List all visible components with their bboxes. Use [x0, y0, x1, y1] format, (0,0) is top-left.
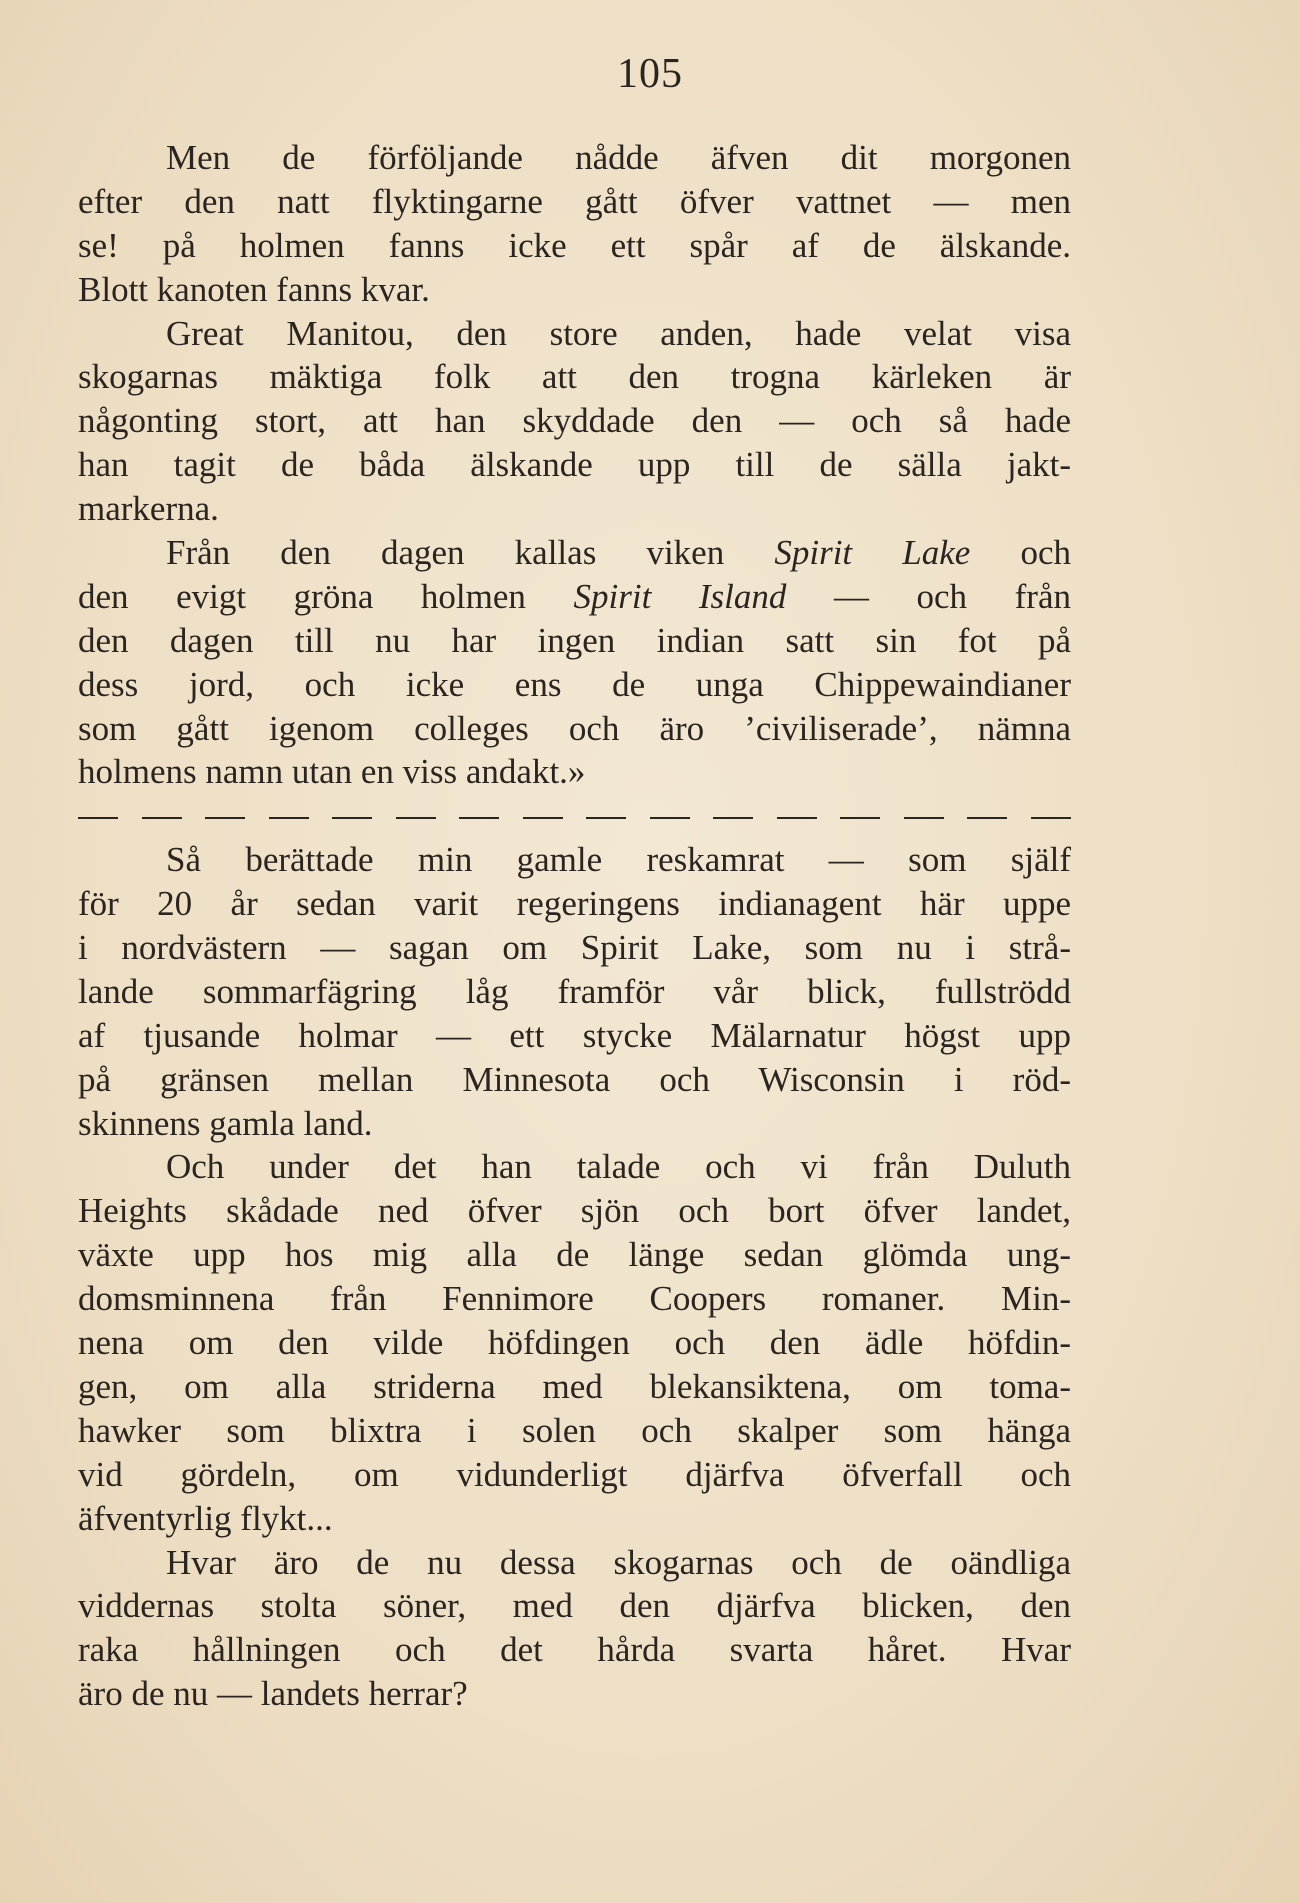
text-line: raka hållningen och det hårda svarta håret. Hvar — [78, 1630, 1071, 1670]
paragraph — [78, 1541, 1071, 1717]
text-line: Men de förföljande nådde äfven dit morgonen — [166, 138, 1071, 177]
text-line: holmens namn utan en viss andakt.» — [78, 752, 586, 792]
text-line: markerna. — [78, 489, 219, 529]
italic-place-name: Spirit Island — [573, 576, 787, 616]
text-line: Heights skådade ned öfver sjön och bort öfver landet, — [78, 1191, 1071, 1231]
section-divider — [78, 794, 1071, 838]
text-line: efter den natt flyktingarne gått öfver vattnet — men — [78, 181, 1071, 221]
text-line: Hvar äro de nu dessa skogarnas och de oändliga — [166, 1542, 1071, 1582]
text-line: hawker som blixtra i solen och skalper som hänga — [78, 1410, 1071, 1450]
paragraph — [78, 838, 1071, 1145]
text-line: i nordvästern — sagan om Spirit Lake, som nu i strå- — [78, 928, 1071, 968]
page-text — [78, 136, 1071, 1716]
text-line: på gränsen mellan Minnesota och Wisconsin i röd- — [78, 1059, 1071, 1099]
text-line: se! på holmen fanns icke ett spår af de älskande. — [78, 225, 1071, 265]
italic-place-name: Spirit Lake — [774, 533, 971, 573]
text-line: skogarnas mäktiga folk att den trogna kärleken är — [78, 357, 1071, 397]
paragraph — [78, 136, 1071, 312]
text-line: äro de nu — landets herrar? — [78, 1674, 468, 1714]
text-line: dess jord, och icke ens de unga Chippewaindianer — [78, 664, 1071, 704]
text-line: lande sommarfägring låg framför vår blick, fullströdd — [78, 971, 1071, 1011]
text-line: nena om den vilde höfdingen och den ädle höfdin- — [78, 1323, 1071, 1363]
text-line: den evigt gröna holmen Spirit Island — och från — [78, 576, 1071, 616]
text-line: vid gördeln, om vidunderligt djärfva öfverfall och — [78, 1454, 1071, 1494]
paragraph — [78, 531, 1071, 794]
paragraph — [78, 312, 1071, 531]
text-line: Och under det han talade och vi från Duluth — [166, 1147, 1071, 1187]
text-line: af tjusande holmar — ett stycke Mälarnatur högst upp — [78, 1015, 1071, 1055]
text-line: gen, om alla striderna med blekansiktena, om toma- — [78, 1366, 1071, 1406]
text-line: domsminnena från Fennimore Coopers romaner. Min- — [78, 1279, 1071, 1319]
text-line: Blott kanoten fanns kvar. — [78, 269, 430, 309]
text-line: Från den dagen kallas viken Spirit Lake och — [166, 533, 1072, 573]
text-line: viddernas stolta söner, med den djärfva blicken, den — [78, 1586, 1071, 1626]
page-number: 105 — [617, 51, 683, 97]
text-line: som gått igenom colleges och äro ’civiliserade’, nämna — [78, 708, 1071, 748]
text-line: skinnens gamla land. — [78, 1103, 373, 1143]
text-line: den dagen till nu har ingen indian satt sin fot på — [78, 620, 1071, 660]
text-line: Så berättade min gamle reskamrat — som själf — [166, 840, 1071, 880]
text-line: någonting stort, att han skyddade den — och så hade — [78, 401, 1071, 441]
text-line: äfventyrlig flykt... — [78, 1498, 333, 1538]
text-line: växte upp hos mig alla de länge sedan glömda ung- — [78, 1235, 1071, 1275]
text-line: Great Manitou, den store anden, hade velat visa — [166, 313, 1071, 353]
text-line: han tagit de båda älskande upp till de sälla jakt- — [78, 445, 1071, 485]
paragraph — [78, 1145, 1071, 1540]
text-line: för 20 år sedan varit regeringens indianagent här uppe — [78, 884, 1071, 924]
